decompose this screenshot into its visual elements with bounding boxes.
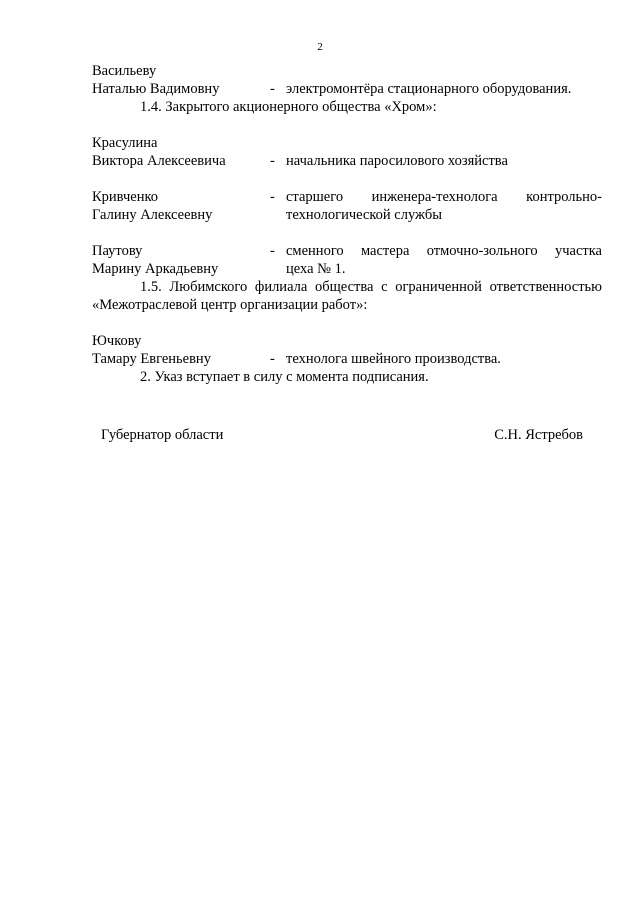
separator-dash: -	[270, 153, 275, 169]
person-position-line: сменного мастера отмочно-зольного участка	[286, 243, 602, 259]
person-entry	[92, 242, 602, 278]
person-surname: Кривченко	[92, 189, 159, 205]
person-position: технолога швейного производства.	[286, 351, 501, 367]
paragraph-1-4: 1.4. Закрытого акционерного общества «Хром»:	[140, 99, 437, 115]
signature-block	[101, 426, 583, 444]
separator-dash: -	[270, 81, 275, 97]
person-position: электромонтёра стационарного оборудования.	[286, 81, 572, 97]
paragraph-1-5: 1.5. Любимского филиала общества с ограниченной ответственностью «Межотраслевой центр организации работ»:	[92, 279, 602, 313]
person-position-line: старшего инженера-технолога контрольно-	[286, 189, 602, 205]
person-surname: Красулина	[92, 135, 158, 151]
separator-dash: -	[270, 189, 275, 205]
person-entry	[92, 62, 602, 98]
paragraph-2: 2. Указ вступает в силу с момента подписания.	[140, 369, 429, 385]
person-position: начальника паросилового хозяйства	[286, 153, 508, 169]
person-given-name: Марину Аркадьевну	[92, 261, 219, 277]
person-entry	[92, 332, 602, 368]
page-number: 2	[317, 41, 323, 53]
person-given-name: Наталью Вадимовну	[92, 81, 220, 97]
person-given-name: Галину Алексеевну	[92, 207, 213, 223]
person-given-name: Виктора Алексеевича	[92, 153, 226, 169]
separator-dash: -	[270, 351, 275, 367]
document-body	[92, 62, 602, 386]
person-given-name: Тамару Евгеньевну	[92, 351, 211, 367]
separator-dash: -	[270, 243, 275, 259]
person-position-line: цеха № 1.	[286, 261, 346, 277]
person-position-line: технологической службы	[286, 207, 442, 223]
signatory-title: Губернатор области	[101, 427, 224, 443]
person-surname: Паутову	[92, 243, 143, 259]
person-surname: Васильеву	[92, 63, 157, 79]
person-entry	[92, 134, 602, 170]
person-surname: Ючкову	[92, 333, 142, 349]
signatory-name: С.Н. Ястребов	[494, 427, 583, 443]
person-entry	[92, 188, 602, 224]
